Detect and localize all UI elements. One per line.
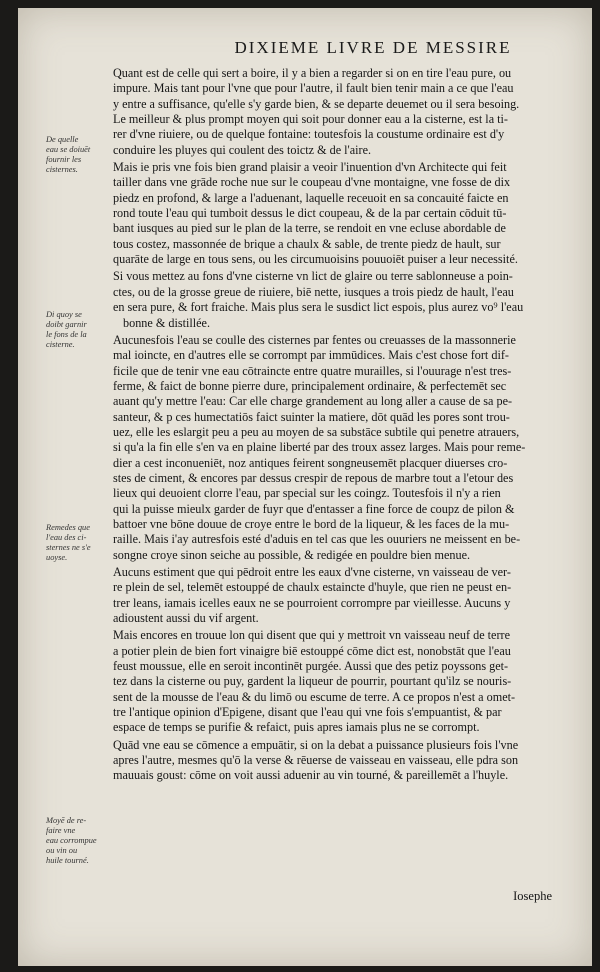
text-line: sent de la mousse de l'eau & du limō ou escume de terre. A ce propos n'est a omet- (113, 689, 516, 704)
margin-note-restore-water (46, 816, 106, 866)
text-line: si qu'a la fin elle s'en va en plaine liberté par des troux assez larges. Mais pour reme- (113, 440, 526, 455)
text-line: ferme, & faict de bonne pierre dure, principalement ordinaire, & perfectemēt sec (113, 378, 507, 393)
text-line: tailler dans vne grāde roche nue sur le coupeau d'vne montaigne, vne fosse de dix (113, 175, 511, 190)
text-line: rond toute l'eau qui tumboit dessus le dict coupeau, & de la par certain cōduit tū- (113, 206, 507, 221)
note-line: eau se doiuēt (46, 145, 91, 154)
text-line: espace de temps se purifie & refaict, puis apres iamais plus ne se corrompt. (113, 720, 480, 735)
text-line: Le meilleur & plus prompt moyen qui soit pour donner eau a la cisterne, est la ti- (113, 112, 508, 127)
paragraph-1 (113, 66, 573, 158)
note-line: De quelle (46, 135, 79, 144)
text-line: quarāte de large en tous sens, ou les circumuoisins pouuoiēt puiser a leur necessité. (113, 252, 518, 267)
paragraph-4 (113, 333, 573, 563)
text-line: trer leans, iamais icelles eaux ne se pourroient corrompre par vieillesse. Aucuns y (113, 595, 511, 610)
text-line: impure. Mais tant pour l'vne que pour l'autre, il fault bien tenir main a ce que l'eau (113, 81, 514, 96)
text-line: ficile que de tenir vne eau cōtraincte entre quatre murailles, si l'ouurage n'est tres- (113, 363, 512, 378)
text-line: battoer vne bōne douue de croye entre le bord de la liqueur, & les faces de la mu- (113, 516, 510, 531)
note-line: ou vin ou (46, 846, 78, 855)
catchword: Iosephe (513, 889, 552, 903)
text-line: uez, elle les eslargit peu a peu au moyen de sa substāce subtile qui penetre atrauers, (113, 424, 520, 439)
text-line: Quant est de celle qui sert a boire, il y a bien a regarder si on en tire l'eau pure, ou (113, 66, 512, 80)
text-line: en sera pure, & fort fraiche. Mais plus sera le susdict lict espois, plus aurez vo⁹ l'eau (113, 300, 524, 315)
text-line: y entre a suffisance, qu'elle s'y garde bien, & se departe deuemet ou il sera besoing. (113, 96, 520, 111)
text-line: dier a cest inconueniēt, noz antiques feirent songneusemēt placquer diuerses cro- (113, 455, 508, 470)
text-line: piedz en profond, & large a l'aduenant, laquelle receuoit en sa concauité faicte en (113, 190, 509, 205)
note-line: cisterne. (46, 340, 75, 349)
note-line: le fons de la (46, 330, 87, 339)
text-line: Aucuns estiment que qui pēdroit entre les eaux d'vne cisterne, vn vaisseau de ver- (113, 565, 511, 579)
text-line: apres l'autre, mesmes qu'ō la verse & rēuerse de vaisseau en vaisseau, elle pdra son (113, 753, 519, 768)
note-line: fournir les (46, 155, 82, 164)
text-line: bonne & distillée. (123, 315, 210, 330)
note-line: Moyē de re- (46, 816, 87, 825)
text-line: a potier plein de bien fort vinaigre biē estouppé cōme dict est, nonobstāt que l'eau (113, 643, 511, 658)
paragraph-2 (113, 160, 573, 267)
text-line: ctes, ou de la grosse greue de riuiere, biē nette, iusques a trois piedz de hault, l'eau (113, 284, 514, 299)
text-line: lieux qui deuoient clorre l'eau, par special sur les coingz. Toutesfois il n'y a rien (113, 486, 501, 501)
text-line: mal ioincte, en d'autres elle se corrompt par immūdices. Mais c'est chose fort dif- (113, 348, 509, 363)
text-line: santeur, & p ces humectatiōs faict suinter la matiere, dōt quād les pores sont trou- (113, 409, 510, 424)
text-line: mauuais goust: cōme on voit aussi aduenir au vin tourné, & pareillemēt a l'huyle. (113, 768, 509, 783)
note-line: huile tourné. (46, 856, 89, 865)
text-line: Mais ie pris vne fois bien grand plaisir a veoir l'inuention d'vn Architecte qui feit (113, 160, 507, 175)
note-line: faire vne (46, 826, 76, 835)
note-line: cisternes. (46, 165, 78, 174)
note-line: uoyse. (46, 553, 68, 562)
text-line: auant qu'y mettre l'eau: Car elle charge grandement au long aller a cause de sa pe- (113, 394, 513, 409)
text-line: tez dans la cisterne ou puy, gardent la liqueur de pourrir, pourtant qu'ilz se nouris- (113, 674, 512, 689)
text-line: adioustent aussi du vif argent. (113, 611, 259, 626)
text-line: stes de ciment, & encores par dessus crespir de repous de marbre tout a l'etour des (113, 470, 514, 485)
note-line: sternes ne s'e (46, 543, 91, 552)
running-header: DIXIEME LIVRE DE MESSIRE (234, 38, 512, 57)
text-line: songne croye sinon seiche au possible, & redigée en pouldre bien menue. (113, 547, 471, 562)
note-line: doibt garnir (46, 320, 87, 329)
note-line: Di quoy se (46, 310, 82, 319)
text-line: Aucunesfois l'eau se coulle des cisternes par fentes ou creuasses de la massonnerie (113, 332, 516, 347)
book-page (18, 8, 592, 966)
text-line: re plein de sel, telemēt estouppé de chaulx estaincte d'huyle, que rien ne peust en- (113, 580, 512, 595)
margin-note-cistern-bottom (46, 310, 106, 350)
text-line: Quād vne eau se cōmence a empuātir, si on la debat a puissance plusieurs fois l'vne (113, 737, 519, 752)
text-line: qui la puisse mieulx garder de fuyr que d'entasser a fine force de coupz de pilon & (113, 501, 515, 516)
note-line: Remedes que (46, 523, 90, 532)
text-line: Mais encores en trouue lon qui disent que qui y mettroit vn vaisseau neuf de terre (113, 628, 510, 643)
note-line: eau corrompue (46, 836, 97, 845)
note-line: l'eau des ci- (46, 533, 87, 542)
text-column (113, 66, 573, 786)
text-line: rer d'vne riuiere, ou de quelque fontaine: toutesfois la coustume ordinaire est d'y (113, 127, 505, 142)
text-line: feust moussue, elle en seroit incontinēt purgée. Aussi que des petiz poyssons get- (113, 659, 509, 674)
margin-note-remedies (46, 523, 106, 563)
text-line: bant iusques au pied sur le plan de la terre, se rendoit en vne ecluse abordable de (113, 221, 506, 236)
text-line: tre l'antique opinion d'Epigene, disant que l'eau qui vne fois s'empuantist, & par (113, 705, 502, 720)
margin-note-cistern-water (46, 135, 106, 175)
text-line: Si vous mettez au fons d'vne cisterne vn lict de glaire ou terre sablonneuse a poin- (113, 269, 513, 284)
paragraph-7 (113, 738, 573, 784)
text-line: raille. Mais i'ay autresfois esté d'aduis en tel cas que les ouuriers ne meissent en be- (113, 532, 521, 547)
paragraph-3 (113, 269, 573, 330)
paragraph-6 (113, 628, 573, 735)
paragraph-5 (113, 565, 573, 626)
text-line: conduire les pluyes qui coulent des toictz & de l'aire. (113, 142, 372, 157)
text-line: tous costez, massonnée de brique a chaulx & sable, de trente piedz de hault, sur (113, 236, 501, 251)
